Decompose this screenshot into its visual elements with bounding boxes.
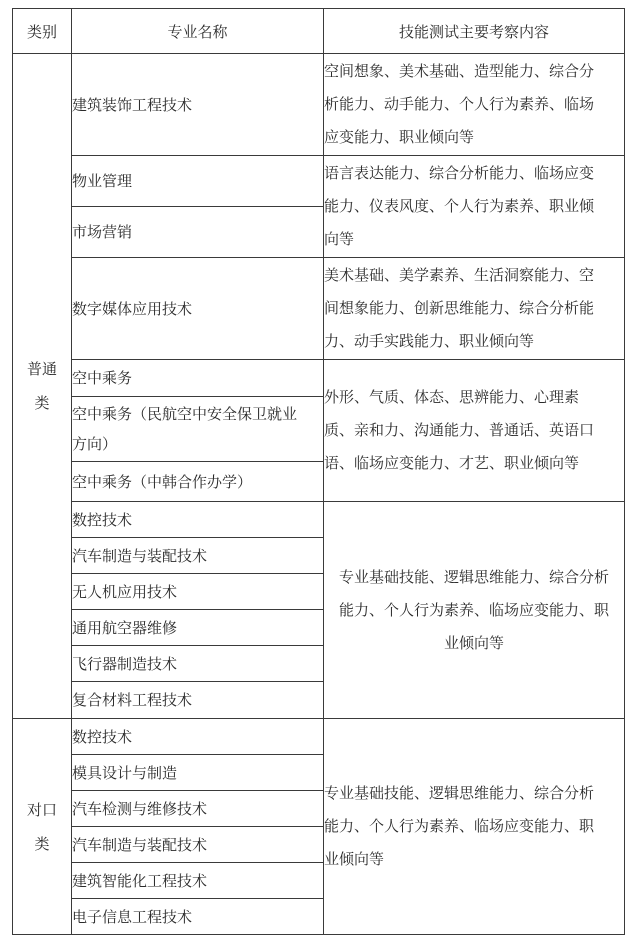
skills-cell: 专业基础技能、逻辑思维能力、综合分析 能力、个人行为素养、临场应变能力、职 业倾向等 — [324, 502, 625, 719]
major-cell: 无人机应用技术 — [72, 574, 324, 610]
major-cell: 汽车检测与维修技术 — [72, 791, 324, 827]
header-row — [13, 9, 625, 54]
major-cell: 模具设计与制造 — [72, 755, 324, 791]
skills-test-table — [12, 8, 625, 935]
table-row — [13, 719, 625, 755]
major-cell: 汽车制造与装配技术 — [72, 538, 324, 574]
major-cell: 物业管理 — [72, 156, 324, 207]
major-cell: 飞行器制造技术 — [72, 646, 324, 682]
major-cell: 数字媒体应用技术 — [72, 258, 324, 360]
major-cell: 电子信息工程技术 — [72, 899, 324, 935]
major-cell: 建筑智能化工程技术 — [72, 863, 324, 899]
major-cell: 市场营销 — [72, 207, 324, 258]
table-row — [13, 360, 625, 397]
major-cell: 汽车制造与装配技术 — [72, 827, 324, 863]
major-cell: 建筑装饰工程技术 — [72, 54, 324, 156]
skills-cell: 外形、气质、体态、思辨能力、心理素 质、亲和力、沟通能力、普通话、英语口 语、临场应变能力、才艺、职业倾向等 — [324, 360, 625, 502]
header-category: 类别 — [13, 9, 72, 54]
skills-cell: 美术基础、美学素养、生活洞察能力、空 间想象能力、创新思维能力、综合分析能 力、动手实践能力、职业倾向等 — [324, 258, 625, 360]
major-cell: 空中乘务（民航空中安全保卫就业 方向） — [72, 397, 324, 462]
header-major: 专业名称 — [72, 9, 324, 54]
category-cell-general: 普通 类 — [13, 54, 72, 719]
skills-cell: 专业基础技能、逻辑思维能力、综合分析 能力、个人行为素养、临场应变能力、职 业倾向等 — [324, 719, 625, 935]
category-cell-counterpart: 对口 类 — [13, 719, 72, 935]
major-cell: 空中乘务 — [72, 360, 324, 397]
table-row — [13, 258, 625, 360]
skills-cell: 语言表达能力、综合分析能力、临场应变 能力、仪表风度、个人行为素养、职业倾 向等 — [324, 156, 625, 258]
header-skills: 技能测试主要考察内容 — [324, 9, 625, 54]
major-cell: 数控技术 — [72, 719, 324, 755]
major-cell: 空中乘务（中韩合作办学） — [72, 462, 324, 502]
table-row — [13, 502, 625, 538]
major-cell: 通用航空器维修 — [72, 610, 324, 646]
major-cell: 复合材料工程技术 — [72, 682, 324, 719]
skills-cell: 空间想象、美术基础、造型能力、综合分 析能力、动手能力、个人行为素养、临场 应变能力、职业倾向等 — [324, 54, 625, 156]
table-row — [13, 156, 625, 207]
major-cell: 数控技术 — [72, 502, 324, 538]
table-row — [13, 54, 625, 156]
